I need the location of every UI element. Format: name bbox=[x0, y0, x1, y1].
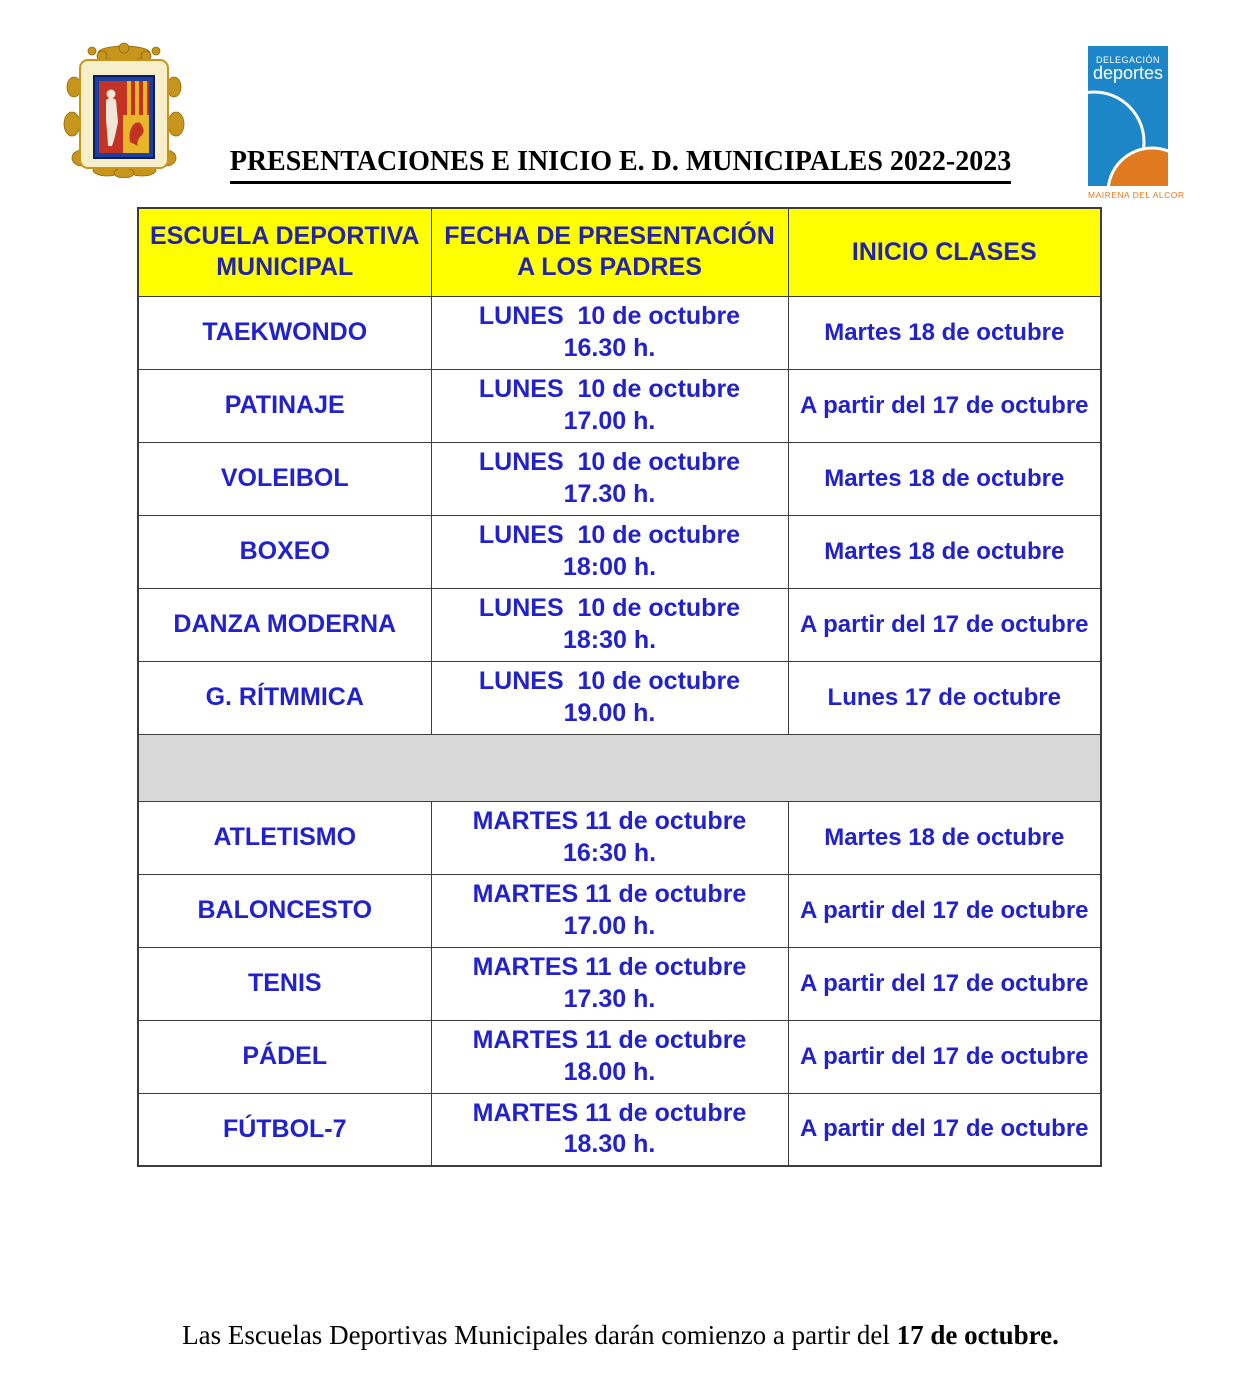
deportes-text: deportes bbox=[1092, 63, 1164, 83]
footer-bold-date: 17 de octubre. bbox=[896, 1320, 1059, 1350]
separator-cell bbox=[138, 734, 1101, 801]
schedule-row bbox=[138, 801, 1101, 874]
schedule-row bbox=[138, 1020, 1101, 1093]
fecha-line2: 18:00 h. bbox=[562, 552, 657, 581]
escuela-cell: PATINAJE bbox=[138, 369, 431, 442]
fecha-line1: MARTES 11 de octubre bbox=[472, 953, 747, 982]
footer-text: Las Escuelas Deportivas Municipales darán comienzo a partir del bbox=[182, 1320, 897, 1350]
escuela-cell: ATLETISMO bbox=[138, 801, 431, 874]
footer-note bbox=[0, 1320, 1241, 1351]
escuela-cell: FÚTBOL-7 bbox=[138, 1093, 431, 1166]
fecha-cell bbox=[431, 801, 788, 874]
escuela-cell: BALONCESTO bbox=[138, 874, 431, 947]
fecha-line1: MARTES 11 de octubre bbox=[472, 1026, 747, 1055]
delegacion-text: DELEGACIÓN bbox=[1095, 55, 1160, 65]
escuela-cell: DANZA MODERNA bbox=[138, 588, 431, 661]
fecha-cell bbox=[431, 874, 788, 947]
inicio-cell: A partir del 17 de octubre bbox=[788, 588, 1101, 661]
fecha-line2: 18.30 h. bbox=[563, 1130, 656, 1159]
fecha-line1: MARTES 11 de octubre bbox=[472, 1099, 747, 1127]
fecha-cell bbox=[431, 369, 788, 442]
header-inicio: INICIO CLASES bbox=[788, 208, 1101, 296]
schedule-row bbox=[138, 296, 1101, 369]
fecha-line1: MARTES 11 de octubre bbox=[472, 807, 747, 836]
inicio-cell: A partir del 17 de octubre bbox=[788, 1093, 1101, 1166]
escuela-cell: PÁDEL bbox=[138, 1020, 431, 1093]
inicio-cell: Martes 18 de octubre bbox=[788, 442, 1101, 515]
fecha-line2: 16.30 h. bbox=[563, 333, 656, 362]
fecha-line1: LUNES 10 de octubre bbox=[478, 375, 741, 404]
schedule-row bbox=[138, 369, 1101, 442]
fecha-cell bbox=[431, 442, 788, 515]
fecha-line2: 17.00 h. bbox=[563, 406, 656, 435]
fecha-line1: LUNES 10 de octubre bbox=[478, 448, 741, 477]
inicio-cell: A partir del 17 de octubre bbox=[788, 369, 1101, 442]
inicio-cell: A partir del 17 de octubre bbox=[788, 874, 1101, 947]
delegacion-logo-box bbox=[1088, 46, 1168, 186]
fecha-cell bbox=[431, 947, 788, 1020]
header-fecha: FECHA DE PRESENTACIÓN A LOS PADRES bbox=[431, 208, 788, 296]
schedule-row bbox=[138, 947, 1101, 1020]
fecha-line2: 17.30 h. bbox=[563, 984, 656, 1013]
fecha-line1: MARTES 11 de octubre bbox=[472, 880, 747, 909]
fecha-line2: 16:30 h. bbox=[562, 838, 657, 867]
inicio-cell: Lunes 17 de octubre bbox=[788, 661, 1101, 734]
schedule-row bbox=[138, 874, 1101, 947]
escuela-cell: G. RÍTMMICA bbox=[138, 661, 431, 734]
schedule-row bbox=[138, 661, 1101, 734]
fecha-line2: 19.00 h. bbox=[563, 698, 656, 727]
fecha-cell bbox=[431, 1020, 788, 1093]
header-escuela: ESCUELA DEPORTIVA MUNICIPAL bbox=[138, 208, 431, 296]
fecha-cell bbox=[431, 661, 788, 734]
fecha-cell bbox=[431, 1093, 788, 1166]
fecha-line1: LUNES 10 de octubre bbox=[478, 302, 741, 331]
schedule-table-body bbox=[138, 296, 1101, 1166]
escuela-cell: TAEKWONDO bbox=[138, 296, 431, 369]
fecha-line2: 18:30 h. bbox=[562, 625, 657, 654]
schedule-row bbox=[138, 1093, 1101, 1166]
fecha-line1: LUNES 10 de octubre bbox=[478, 594, 741, 623]
page-title: PRESENTACIONES E INICIO E. D. MUNICIPALES 2022-2023 bbox=[0, 146, 1241, 184]
fecha-line2: 17.00 h. bbox=[563, 911, 656, 940]
inicio-cell: A partir del 17 de octubre bbox=[788, 947, 1101, 1020]
fecha-cell bbox=[431, 296, 788, 369]
escuela-cell: BOXEO bbox=[138, 515, 431, 588]
inicio-cell: Martes 18 de octubre bbox=[788, 801, 1101, 874]
inicio-cell: A partir del 17 de octubre bbox=[788, 1020, 1101, 1093]
fecha-line2: 18.00 h. bbox=[563, 1057, 656, 1086]
schedule-table bbox=[137, 207, 1102, 1167]
fecha-line1: LUNES 10 de octubre bbox=[478, 667, 741, 696]
schedule-row bbox=[138, 442, 1101, 515]
inicio-cell: Martes 18 de octubre bbox=[788, 296, 1101, 369]
escuela-cell: VOLEIBOL bbox=[138, 442, 431, 515]
fecha-cell bbox=[431, 515, 788, 588]
inicio-cell: Martes 18 de octubre bbox=[788, 515, 1101, 588]
schedule-row bbox=[138, 588, 1101, 661]
separator-row bbox=[138, 734, 1101, 801]
fecha-line1: LUNES 10 de octubre bbox=[478, 521, 741, 550]
header-row bbox=[138, 208, 1101, 296]
logo-caption: MAIRENA DEL ALCOR bbox=[1088, 190, 1185, 200]
delegacion-deportes-logo bbox=[1088, 46, 1185, 200]
fecha-cell bbox=[431, 588, 788, 661]
fecha-line2: 17.30 h. bbox=[563, 479, 656, 508]
escuela-cell: TENIS bbox=[138, 947, 431, 1020]
schedule-row bbox=[138, 515, 1101, 588]
